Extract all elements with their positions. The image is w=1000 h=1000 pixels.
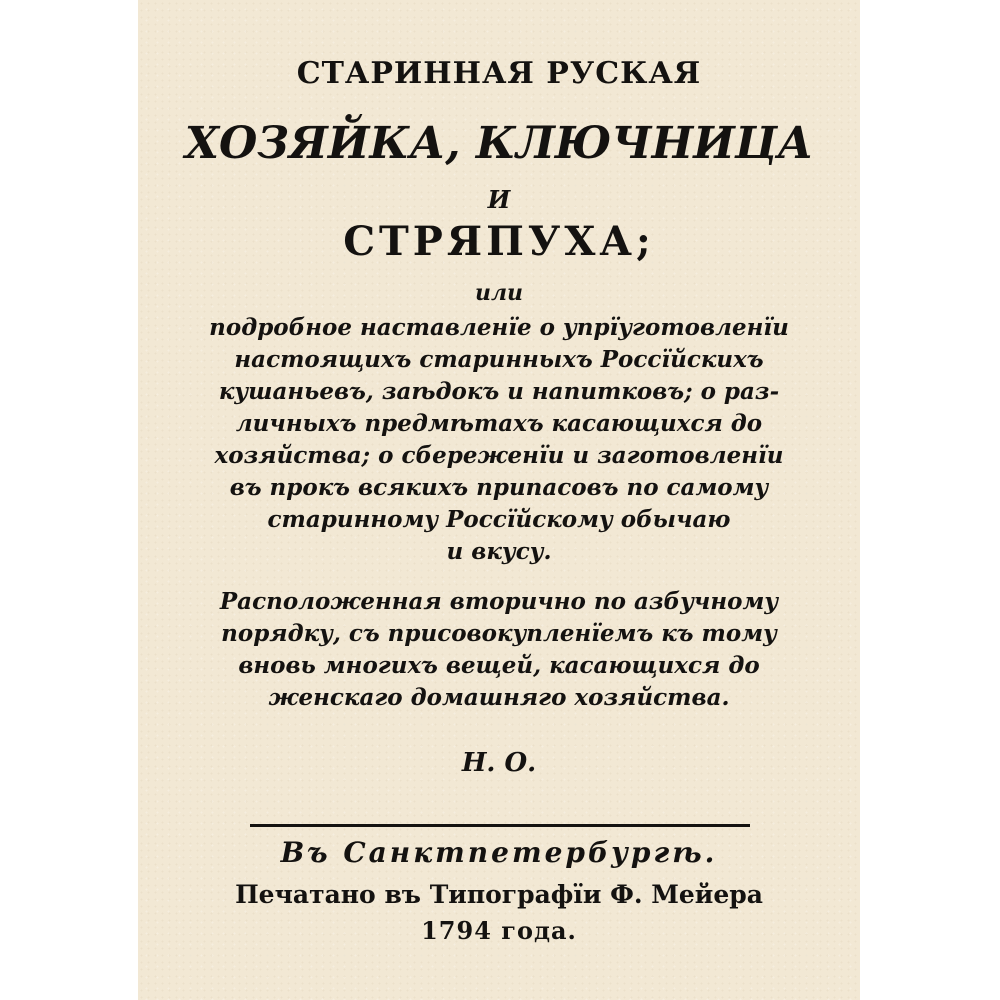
title-line-2: ХОЗЯЙКА, КЛЮЧНИЦА [184,118,814,169]
arrangement-line: женскаго домашняго хозяйства. [268,684,730,711]
description-block [138,312,860,568]
arrangement-line: вновь многихъ вещей, касающихся до [238,652,760,679]
arrangement-block [138,586,860,714]
description-line: личныхъ предмѣтахъ касающихся до [235,410,763,437]
arrangement-line: порядку, съ присовокупленїемъ къ тому [221,620,777,647]
description-line: хозяйства; о сбереженїи и заготовленїи [214,442,784,469]
arrangement-line: Расположенная вторично по азбучному [219,588,779,615]
divider-rule [250,824,750,827]
description-line: старинному Россїйскому обычаю [267,506,731,533]
imprint-printer: Печатано въ Типографїи Ф. Мейера [235,880,763,909]
description-line: настоящихъ старинныхъ Россїйскихъ [234,346,764,373]
title-line-1: СТАРИННАЯ РУСКАЯ [296,56,702,91]
description-line: кушаньевъ, заѣдокъ и напитковъ; о раз- [218,378,780,405]
title-page [138,0,860,1000]
description-line: и вкусу. [446,538,552,565]
author-initials: Н. О. [461,748,537,778]
title-line-4: СТРЯПУХА; [343,218,655,265]
title-or: или [474,280,524,306]
description-line: въ прокъ всякихъ припасовъ по самому [229,474,769,501]
title-conjunction: И [487,185,511,214]
imprint-year: 1794 года. [421,916,577,945]
description-line: подробное наставленїе о упрїуготовленїи [209,314,789,341]
imprint-place: Въ Санктпетербургѣ. [280,836,718,869]
